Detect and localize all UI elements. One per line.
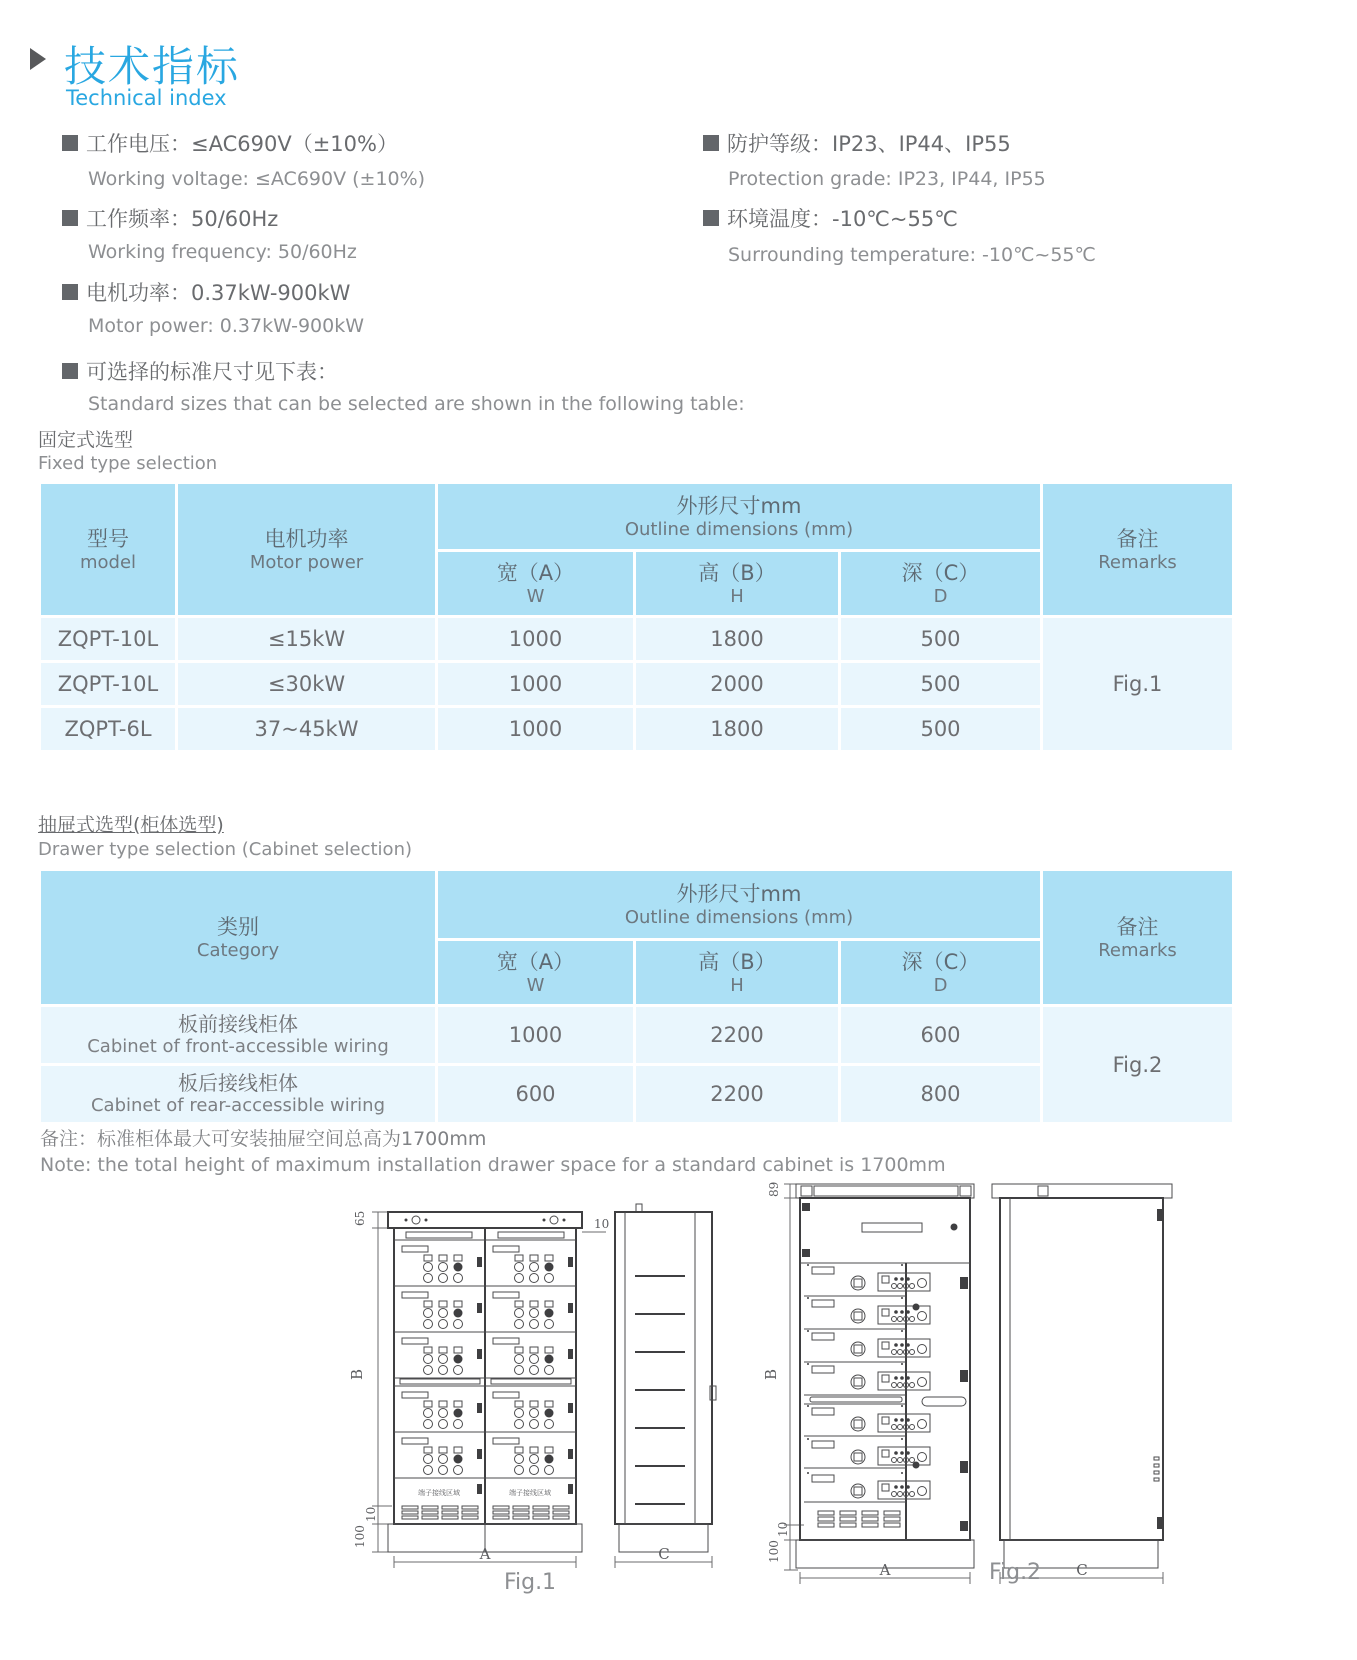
header-cell-width: 宽（A） W <box>437 551 635 617</box>
header-cell-model: 型号 model <box>40 483 177 617</box>
spec-text-en: Standard sizes that can be selected are shown in the following table: <box>88 393 745 415</box>
fig2-cabinet-drawing <box>738 1165 1188 1595</box>
header-cell-height: 高（B） H <box>635 551 840 617</box>
cell-height: 1800 <box>635 617 840 662</box>
spec-text-cn: 环境温度：-10℃~55℃ <box>727 207 958 231</box>
cell-height: 1800 <box>635 707 840 752</box>
figure-caption: Fig.1 <box>503 1570 557 1595</box>
spec-text-cn: 可选择的标准尺寸见下表： <box>86 360 338 384</box>
spec-text-cn: 工作频率：50/60Hz <box>86 207 279 231</box>
dim-label-fig1-10b: 10 <box>364 1506 378 1522</box>
cell-remarks: Fig.1 <box>1042 617 1234 752</box>
figure-caption: Fig.2 <box>988 1560 1042 1585</box>
dim-label-fig2-A: A <box>879 1561 891 1579</box>
spec-text-cn: 工作电压：≤AC690V（±10%） <box>86 132 398 156</box>
fig1-cabinet-drawing <box>348 1180 733 1575</box>
cell-depth: 800 <box>840 1065 1042 1124</box>
cell-remarks: Fig.2 <box>1042 1006 1234 1124</box>
dim-label-fig2-B: B <box>762 1368 780 1380</box>
spec-item <box>703 128 1011 158</box>
spec-text-en: Working frequency: 50/60Hz <box>88 241 357 263</box>
spec-item <box>62 203 278 233</box>
header-cell-category: 类别 Category <box>40 870 437 1006</box>
spec-item <box>62 277 350 307</box>
dim-label-fig2-100: 100 <box>767 1540 781 1563</box>
square-bullet-icon <box>703 135 719 151</box>
cell-model: ZQPT-10L <box>40 617 177 662</box>
cell-height: 2200 <box>635 1065 840 1124</box>
dim-label-fig1-100: 100 <box>353 1525 367 1548</box>
dim-label-fig2-89: 89 <box>767 1181 781 1197</box>
fig1-terminal-area-label: 端子接线区域 <box>418 1489 460 1497</box>
spec-item <box>62 128 398 158</box>
cell-depth: 500 <box>840 707 1042 752</box>
dim-label-fig1-A: A <box>479 1545 491 1563</box>
cell-height: 2000 <box>635 662 840 707</box>
cell-width: 600 <box>437 1065 635 1124</box>
spec-item <box>62 356 338 386</box>
square-bullet-icon <box>703 210 719 226</box>
square-bullet-icon <box>62 135 78 151</box>
square-bullet-icon <box>62 284 78 300</box>
cell-power: ≤15kW <box>177 617 437 662</box>
cell-width: 1000 <box>437 617 635 662</box>
table-header-row <box>40 870 1234 940</box>
section-label-fixed-cn: 固定式选型 <box>38 429 134 451</box>
dim-label-fig1-C: C <box>658 1545 670 1563</box>
fixed-type-table <box>38 481 1235 753</box>
cell-depth: 600 <box>840 1006 1042 1065</box>
dim-label-fig1-B: B <box>348 1368 366 1380</box>
dim-label-fig1-65: 65 <box>353 1210 367 1226</box>
cell-width: 1000 <box>437 707 635 752</box>
table-row <box>40 1006 1234 1065</box>
cell-category: 板后接线柜体 Cabinet of rear-accessible wiring <box>40 1065 437 1124</box>
header-cell-power: 电机功率 Motor power <box>177 483 437 617</box>
square-bullet-icon <box>62 363 78 379</box>
section-label-drawer-en: Drawer type selection (Cabinet selection) <box>38 839 413 860</box>
cell-category: 板前接线柜体 Cabinet of front-accessible wiring <box>40 1006 437 1065</box>
drawer-type-table <box>38 868 1235 1125</box>
header-cell-depth: 深（C） D <box>840 940 1042 1006</box>
spec-item <box>703 203 958 233</box>
spec-text-cn: 电机功率：0.37kW-900kW <box>86 281 351 305</box>
section-label-drawer-cn: 抽屉式选型(柜体选型) <box>38 814 224 836</box>
cell-power: 37~45kW <box>177 707 437 752</box>
header-cell-remarks: 备注 Remarks <box>1042 483 1234 617</box>
section-arrow-icon <box>30 48 46 70</box>
table-row <box>40 617 1234 662</box>
dim-label-fig2-10: 10 <box>776 1521 790 1537</box>
header-cell-dimensions: 外形尺寸mm Outline dimensions (mm) <box>437 483 1042 551</box>
spec-text-en: Protection grade: IP23, IP44, IP55 <box>728 168 1046 190</box>
fig1-terminal-area-label: 端子接线区域 <box>509 1489 551 1497</box>
header-cell-height: 高（B） H <box>635 940 840 1006</box>
cell-depth: 500 <box>840 662 1042 707</box>
header-cell-depth: 深（C） D <box>840 551 1042 617</box>
spec-text-en: Motor power: 0.37kW-900kW <box>88 315 365 337</box>
cell-depth: 500 <box>840 617 1042 662</box>
page-subtitle: Technical index <box>66 86 227 110</box>
spec-text-en: Surrounding temperature: -10℃~55℃ <box>728 244 1096 266</box>
dim-label-fig2-C: C <box>1076 1561 1088 1579</box>
spec-text-cn: 防护等级：IP23、IP44、IP55 <box>727 132 1011 156</box>
section-label-fixed-en: Fixed type selection <box>38 453 218 474</box>
cell-width: 1000 <box>437 1006 635 1065</box>
note-cn: 备注：标准柜体最大可安装抽屉空间总高为1700mm <box>40 1128 487 1150</box>
header-cell-width: 宽（A） W <box>437 940 635 1006</box>
dim-label-fig1-10t: 10 <box>594 1217 610 1231</box>
cell-power: ≤30kW <box>177 662 437 707</box>
square-bullet-icon <box>62 210 78 226</box>
cell-height: 2200 <box>635 1006 840 1065</box>
note-en: Note: the total height of maximum installation drawer space for a standard cabinet is 1700mm <box>40 1154 946 1176</box>
header-cell-remarks: 备注 Remarks <box>1042 870 1234 1006</box>
table-header-row <box>40 483 1234 551</box>
spec-text-en: Working voltage: ≤AC690V (±10%) <box>88 168 426 190</box>
cell-width: 1000 <box>437 662 635 707</box>
header-cell-dimensions: 外形尺寸mm Outline dimensions (mm) <box>437 870 1042 940</box>
cell-model: ZQPT-10L <box>40 662 177 707</box>
page-title: 技术指标 <box>64 42 241 91</box>
cell-model: ZQPT-6L <box>40 707 177 752</box>
